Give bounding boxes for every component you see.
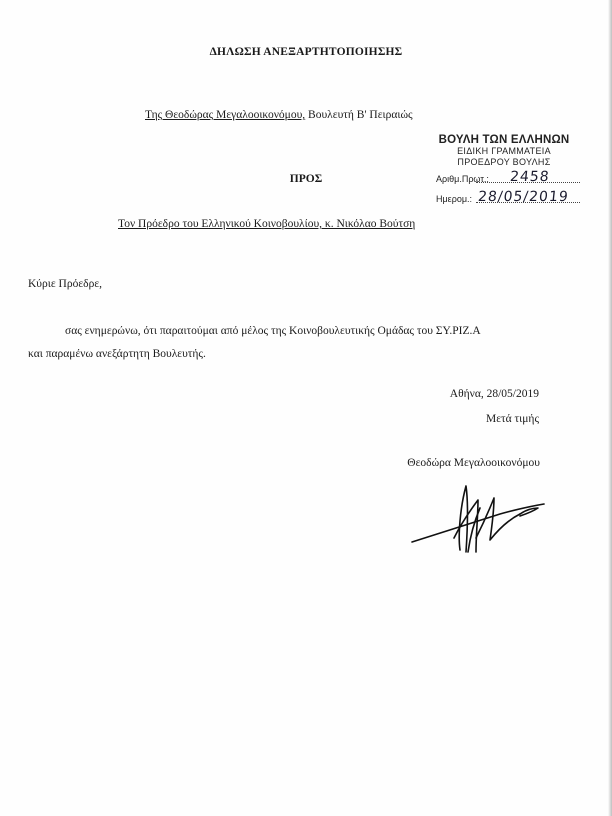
body-line-2: και παραμένω ανεξάρτητη Βουλευτής. — [28, 348, 206, 360]
body-line-1: σας ενημερώνω, ότι παραιτούμαι από μέλος της Κοινοβουλευτικής Ομάδας του ΣΥ.ΡΙΖ.Α — [65, 325, 481, 337]
salutation: Κύριε Πρόεδρε, — [28, 278, 103, 290]
sender-name: Της Θεοδώρας Μεγαλοοικονόμου, — [145, 109, 306, 121]
stamp-date-row — [424, 187, 584, 207]
stamp-unit-line1: ΕΙΔΙΚΗ ΓΡΑΜΜΑΤΕΙΑ — [457, 146, 551, 156]
stamp-unit-line2: ΠΡΟΕΔΡΟΥ ΒΟΥΛΗΣ — [457, 156, 551, 167]
handwritten-signature — [408, 478, 548, 558]
to-heading: ΠΡΟΣ — [289, 173, 323, 185]
stamp-protocol-number: 2458 — [509, 169, 551, 185]
sender-role: Βουλευτή Β' Πειραιώς — [305, 109, 413, 121]
stamp-date-value: 28/05/2019 — [477, 189, 570, 205]
stamp-organization: ΒΟΥΛΗ ΤΩΝ ΕΛΛΗΝΩΝ — [438, 134, 570, 146]
place-date: Αθήνα, 28/05/2019 — [449, 388, 539, 400]
scan-edge-shadow — [608, 0, 612, 816]
stamp-protocol-label: Αριθμ.Πρωτ.: — [436, 174, 489, 184]
parliament-receipt-stamp — [424, 134, 584, 207]
sender-line — [145, 109, 413, 121]
closing: Μετά τιμής — [485, 413, 539, 425]
document-title: ΔΗΛΩΣΗ ΑΝΕΞΑΡΤΗΤΟΠΟΙΗΣΗΣ — [209, 46, 403, 58]
stamp-date-label: Ημερομ.: — [436, 194, 473, 204]
recipient-line: Τον Πρόεδρο του Ελληνικού Κοινοβουλίου, κ. Νικόλαο Βούτση — [118, 218, 416, 230]
signer-name: Θεοδώρα Μεγαλοοικονόμου — [407, 457, 540, 469]
